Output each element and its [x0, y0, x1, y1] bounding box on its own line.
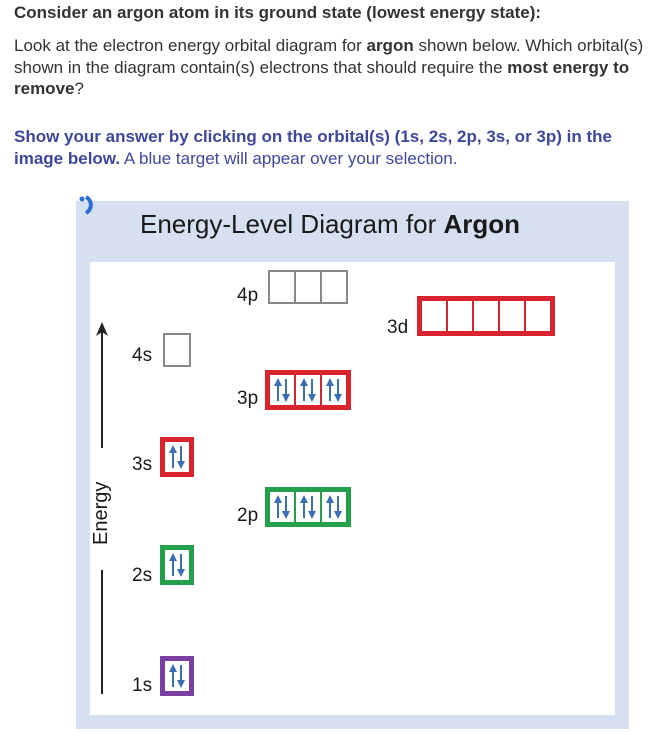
spin-down-head-icon: [282, 511, 290, 519]
electron-pair-icon: [324, 494, 344, 520]
electron-pair: [167, 663, 187, 689]
orbital-box[interactable]: [294, 490, 322, 524]
spin-down-head-icon: [308, 394, 316, 402]
electron-pair-icon: [272, 377, 292, 403]
orbital-box[interactable]: [163, 548, 191, 582]
body-text-2: shown below. Which orbital(s) shown in the diagram contain(s) electrons that should require the: [14, 36, 644, 77]
spin-up-head-icon: [274, 495, 282, 503]
electron-pair-icon: [167, 552, 187, 578]
orbital-label-2p: 2p: [237, 505, 259, 526]
spin-down-head-icon: [177, 680, 185, 688]
orbital-label-2s: 2s: [132, 565, 153, 586]
electron-pair: [272, 377, 292, 403]
orbital-box[interactable]: [163, 440, 191, 474]
diagram-title-element: Argon: [443, 209, 521, 239]
electron-pair: [324, 494, 344, 520]
spin-up-head-icon: [274, 378, 282, 386]
orbital-box[interactable]: [320, 490, 348, 524]
electron-pair-icon: [167, 663, 187, 689]
orbital-box[interactable]: [524, 299, 552, 333]
body-text-1: Look at the electron energy orbital diagram for: [14, 36, 367, 55]
spin-down-head-icon: [177, 569, 185, 577]
spin-up-head-icon: [300, 495, 308, 503]
spin-up-head-icon: [300, 378, 308, 386]
orbital-box[interactable]: [446, 299, 474, 333]
orbital-2p[interactable]: [268, 490, 348, 524]
body-text-3: ?: [74, 79, 84, 98]
spin-down-head-icon: [334, 511, 342, 519]
orbital-box[interactable]: [294, 373, 322, 407]
electron-pair: [167, 552, 187, 578]
electron-pair: [298, 494, 318, 520]
orbital-box[interactable]: [294, 270, 322, 304]
electron-pair-icon: [324, 377, 344, 403]
electron-pair: [324, 377, 344, 403]
orbital-label-1s: 1s: [132, 675, 153, 696]
electron-pair-icon: [298, 494, 318, 520]
spin-down-head-icon: [282, 394, 290, 402]
electron-pair: [167, 444, 187, 470]
orbital-4p[interactable]: [268, 270, 348, 304]
energy-axis-label: Energy: [90, 481, 112, 545]
orbital-box[interactable]: [420, 299, 448, 333]
electron-pair-icon: [272, 494, 292, 520]
instruction-bold: Show your answer by clicking on the orbital(s) (1s, 2s, 2p, 3s, or 3p) in the image below.: [14, 127, 612, 168]
target-icon: [76, 193, 100, 217]
spin-up-head-icon: [169, 664, 177, 672]
spin-down-head-icon: [177, 461, 185, 469]
spin-down-head-icon: [334, 394, 342, 402]
orbital-label-4s: 4s: [132, 345, 153, 366]
orbital-label-3p: 3p: [237, 388, 259, 409]
energy-diagram-figure: [76, 201, 629, 729]
electron-pair-icon: [298, 377, 318, 403]
orbital-4s[interactable]: [163, 333, 191, 367]
orbital-box[interactable]: [163, 659, 191, 693]
electron-pair: [298, 377, 318, 403]
orbital-box[interactable]: [320, 373, 348, 407]
spin-down-head-icon: [308, 511, 316, 519]
body-bold-most-energy: most energy to remove: [14, 57, 630, 98]
orbital-box[interactable]: [320, 270, 348, 304]
orbital-1s[interactable]: [163, 659, 191, 693]
orbital-box[interactable]: [268, 373, 296, 407]
question-instruction: [14, 126, 654, 170]
energy-axis-lower: [101, 570, 103, 694]
electron-pair-icon: [167, 444, 187, 470]
orbital-label-3d: 3d: [387, 317, 409, 338]
orbital-box[interactable]: [268, 490, 296, 524]
diagram-panel: [90, 262, 615, 715]
orbital-box[interactable]: [498, 299, 526, 333]
orbital-3s[interactable]: [163, 440, 191, 474]
diagram-title-prefix: Energy-Level Diagram for: [140, 209, 444, 239]
orbital-label-4p: 4p: [237, 285, 259, 306]
orbital-3d[interactable]: [420, 299, 552, 333]
spin-up-head-icon: [326, 495, 334, 503]
question-body: [14, 35, 654, 100]
orbital-3p[interactable]: [268, 373, 348, 407]
orbital-label-3s: 3s: [132, 454, 153, 475]
energy-axis-upper: [101, 332, 103, 448]
orbital-box[interactable]: [268, 270, 296, 304]
orbital-2s[interactable]: [163, 548, 191, 582]
orbital-box[interactable]: [163, 333, 191, 367]
spin-up-head-icon: [169, 445, 177, 453]
body-bold-argon: argon: [366, 36, 414, 55]
question-title: Consider an argon atom in its ground state (lowest energy state):: [14, 3, 542, 22]
instruction-rest: A blue target will appear over your selection.: [120, 149, 458, 168]
spin-up-head-icon: [326, 378, 334, 386]
orbital-box[interactable]: [472, 299, 500, 333]
diagram-title: [140, 209, 620, 240]
spin-up-head-icon: [169, 553, 177, 561]
electron-pair: [272, 494, 292, 520]
